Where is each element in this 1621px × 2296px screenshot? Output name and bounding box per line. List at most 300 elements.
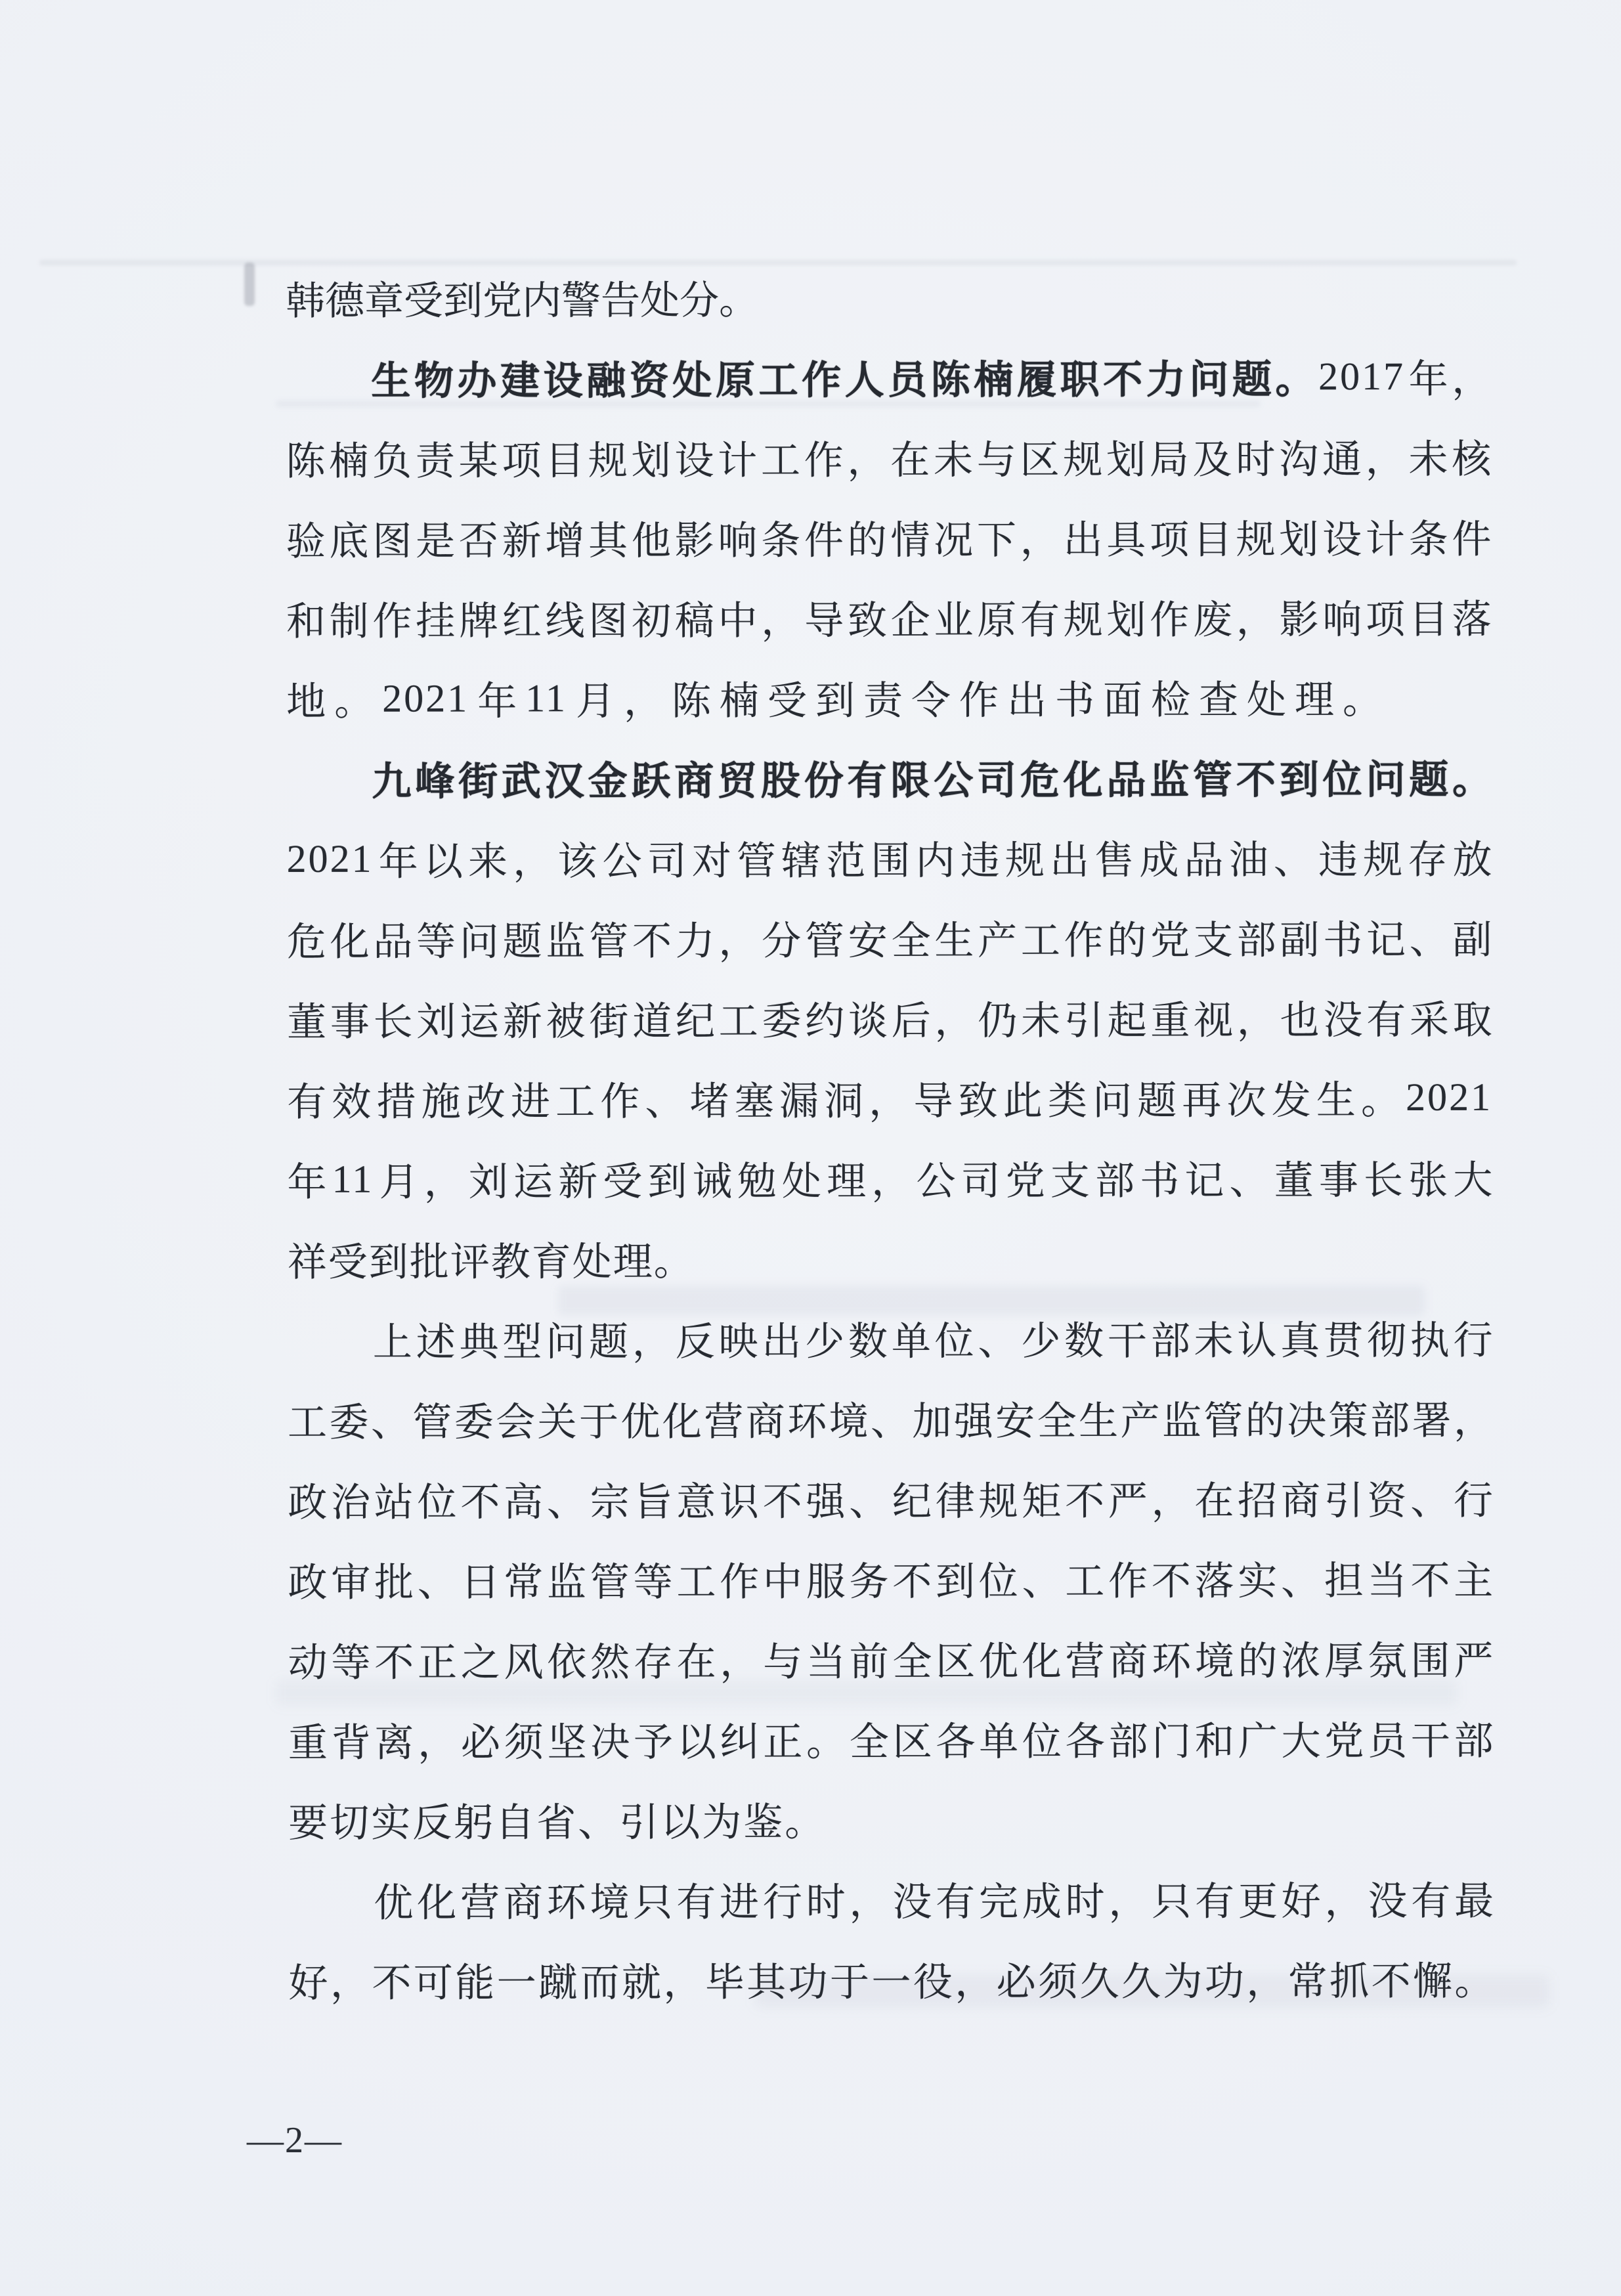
glyph: 行 <box>1453 1479 1494 1523</box>
glyph: 产 <box>978 919 1018 963</box>
glyph: 韩 <box>286 279 326 323</box>
glyph: 就 <box>621 1961 662 2005</box>
glyph: 董 <box>286 1000 327 1044</box>
glyph: 决 <box>590 1721 630 1765</box>
glyph: 导 <box>804 599 844 643</box>
text-line <box>288 1778 1494 1860</box>
glyph: 成 <box>1139 838 1179 882</box>
glyph: 资 <box>1367 1479 1407 1523</box>
glyph: 营 <box>1065 1639 1105 1683</box>
glyph: 高 <box>504 1481 544 1525</box>
glyph: 出 <box>1063 518 1103 562</box>
glyph: 切 <box>330 1801 370 1845</box>
glyph: 作 <box>1064 919 1104 963</box>
glyph: 管 <box>1203 1399 1243 1443</box>
glyph: 汉 <box>544 760 584 804</box>
glyph: 验 <box>286 519 326 563</box>
glyph: 响 <box>1322 598 1362 642</box>
glyph: 改 <box>465 1080 506 1124</box>
glyph: 危 <box>286 920 326 964</box>
glyph: 各 <box>936 1720 976 1764</box>
glyph: 规 <box>1363 838 1403 882</box>
glyph: 境 <box>1194 1639 1234 1683</box>
glyph: 管 <box>804 919 845 963</box>
text-line <box>286 496 1492 578</box>
glyph: 员 <box>888 358 928 402</box>
glyph: 2021 <box>286 836 374 880</box>
glyph: 、 <box>1281 1559 1321 1603</box>
glyph: 职 <box>1060 358 1100 402</box>
glyph: 图 <box>372 519 412 563</box>
glyph: 物 <box>414 359 454 403</box>
glyph: 党 <box>1324 1720 1364 1764</box>
glyph: 监 <box>546 920 586 964</box>
glyph: 核 <box>1452 437 1492 481</box>
glyph: 批 <box>409 1240 449 1284</box>
glyph: 道 <box>632 999 672 1044</box>
glyph: 有 <box>1411 1879 1451 1924</box>
glyph: ， <box>1236 999 1276 1043</box>
glyph: 有 <box>676 1880 716 1924</box>
glyph: 施 <box>421 1080 461 1124</box>
glyph: 目 <box>545 439 585 483</box>
glyph: 识 <box>719 1480 760 1524</box>
glyph: 事 <box>1318 1159 1358 1203</box>
glyph: 化 <box>330 920 370 964</box>
glyph: 检 <box>1150 678 1191 722</box>
glyph: 重 <box>1150 999 1190 1043</box>
glyph: 陈 <box>671 679 712 723</box>
glyph: 能 <box>455 1961 495 2005</box>
glyph: 。 <box>719 278 759 322</box>
glyph: 况 <box>934 519 974 563</box>
glyph: 管 <box>590 1561 630 1605</box>
glyph: 次 <box>1226 1079 1266 1123</box>
glyph: 离 <box>374 1721 414 1765</box>
glyph: 映 <box>718 1320 758 1364</box>
glyph: 关 <box>537 1400 577 1444</box>
glyph: 金 <box>588 760 628 804</box>
glyph: 招 <box>1238 1479 1278 1523</box>
glyph: 设 <box>1322 518 1362 562</box>
glyph: 出 <box>1006 678 1047 723</box>
glyph: 存 <box>633 1640 673 1685</box>
glyph: 一 <box>871 1960 911 2004</box>
glyph: 有 <box>847 759 887 803</box>
glyph: 陈 <box>930 358 970 402</box>
glyph: 增 <box>545 519 585 563</box>
glyph: ， <box>423 1160 464 1204</box>
glyph: 告 <box>601 279 641 323</box>
glyph: 街 <box>458 760 498 804</box>
glyph: 线 <box>545 599 585 643</box>
glyph: 规 <box>1063 598 1103 642</box>
glyph: 辖 <box>781 839 821 883</box>
glyph: 、 <box>849 1480 889 1524</box>
glyph: 内 <box>522 279 562 323</box>
glyph: 未 <box>1194 1319 1234 1363</box>
glyph: 反 <box>675 1320 715 1364</box>
text-line <box>288 1858 1494 1940</box>
glyph: 不 <box>892 1560 932 1604</box>
glyph: 漏 <box>779 1079 819 1123</box>
glyph: 类 <box>1047 1079 1087 1123</box>
glyph: 题 <box>1232 358 1272 402</box>
glyph: 洞 <box>824 1079 864 1123</box>
glyph: 堵 <box>689 1079 729 1123</box>
glyph: 浓 <box>1281 1639 1321 1683</box>
glyph: 红 <box>502 599 542 643</box>
glyph: 条 <box>761 519 801 563</box>
glyph: 生 <box>1316 1079 1356 1123</box>
glyph: 影 <box>1279 598 1319 642</box>
document-body <box>286 256 1494 2020</box>
glyph: 牌 <box>458 599 499 643</box>
glyph: 不 <box>372 1961 412 2005</box>
glyph: 油 <box>1228 838 1268 882</box>
text-line <box>286 576 1492 659</box>
glyph: 不 <box>1410 1559 1450 1603</box>
glyph: 祥 <box>287 1240 327 1284</box>
glyph: 记 <box>1184 1159 1224 1203</box>
glyph: 部 <box>1094 1159 1135 1203</box>
glyph: 可 <box>413 1961 453 2005</box>
glyph: 规 <box>978 1480 1018 1524</box>
text-line <box>288 1538 1493 1620</box>
glyph: 挂 <box>416 599 456 643</box>
glyph: 作 <box>804 439 844 483</box>
glyph: 处 <box>1246 678 1287 722</box>
glyph: 问 <box>546 1320 586 1364</box>
glyph: 长 <box>1363 1159 1404 1203</box>
glyph: 股 <box>760 759 800 803</box>
glyph: 书 <box>1140 1159 1180 1203</box>
glyph: 广 <box>1238 1720 1278 1764</box>
glyph: 措 <box>376 1080 416 1124</box>
glyph: 分 <box>680 278 720 322</box>
glyph: 全 <box>892 1640 932 1684</box>
glyph: 没 <box>1368 1880 1408 1924</box>
text-line <box>288 1217 1493 1299</box>
glyph: 成 <box>1022 1880 1062 1924</box>
glyph: 商 <box>1280 1479 1320 1523</box>
glyph: 省 <box>536 1801 576 1845</box>
glyph: 此 <box>1003 1079 1043 1123</box>
glyph: 管 <box>736 839 777 883</box>
glyph: 中 <box>762 1560 803 1604</box>
glyph: 和 <box>286 599 326 643</box>
glyph: 楠 <box>974 358 1014 402</box>
glyph: 真 <box>1280 1319 1320 1363</box>
glyph: 时 <box>1065 1880 1105 1924</box>
glyph: 工 <box>760 439 801 483</box>
glyph: 谈 <box>848 999 888 1043</box>
glyph: 等 <box>416 920 456 964</box>
glyph: 未 <box>1020 999 1061 1043</box>
glyph: 优 <box>374 1881 414 1925</box>
glyph: 峰 <box>415 760 455 804</box>
glyph: 员 <box>1368 1720 1408 1764</box>
glyph: 懈 <box>1412 1959 1453 2004</box>
glyph: 躬 <box>454 1801 494 1845</box>
glyph: 正 <box>763 1720 803 1764</box>
glyph: 务 <box>849 1560 889 1604</box>
glyph: 署 <box>1412 1398 1452 1443</box>
glyph: 坚 <box>547 1721 587 1765</box>
glyph: 规 <box>1063 438 1103 482</box>
glyph: 原 <box>977 599 1017 643</box>
glyph: 位 <box>1022 1720 1062 1764</box>
glyph: 董 <box>1274 1159 1314 1203</box>
glyph: 公 <box>916 1159 956 1203</box>
glyph: 全 <box>1037 1399 1077 1444</box>
glyph: 管 <box>412 1400 452 1444</box>
glyph: 11 <box>332 1157 374 1201</box>
glyph: 境 <box>829 1400 869 1444</box>
glyph: 视 <box>1194 999 1234 1043</box>
glyph: ， <box>934 999 974 1043</box>
glyph: 行 <box>762 1880 802 1924</box>
glyph: 作 <box>372 599 412 643</box>
glyph: 须 <box>1038 1960 1078 2004</box>
glyph: 行 <box>1453 1318 1493 1362</box>
glyph: 优 <box>978 1640 1019 1684</box>
glyph: 全 <box>849 1720 889 1764</box>
glyph: 发 <box>1271 1079 1311 1123</box>
glyph: 工 <box>555 1080 595 1124</box>
glyph: 司 <box>961 1159 1001 1203</box>
glyph: 产 <box>1120 1399 1160 1443</box>
glyph: 等 <box>331 1641 371 1685</box>
glyph: 处 <box>572 1240 612 1284</box>
glyph: 重 <box>288 1721 328 1765</box>
glyph: 生 <box>1079 1399 1119 1443</box>
glyph: 份 <box>804 759 844 803</box>
glyph: 须 <box>504 1721 544 1765</box>
glyph: 到 <box>815 679 855 723</box>
glyph: 进 <box>510 1080 551 1124</box>
glyph: 新 <box>558 1160 598 1204</box>
glyph: 条 <box>1408 517 1448 562</box>
glyph: 风 <box>504 1641 544 1685</box>
glyph: 题 <box>588 1320 629 1364</box>
glyph: 依 <box>547 1641 587 1685</box>
glyph: 刘 <box>416 1000 456 1044</box>
glyph: 于 <box>578 1400 619 1444</box>
glyph: 监 <box>1161 1399 1202 1443</box>
glyph: 面 <box>1102 678 1143 722</box>
text-line <box>288 1458 1493 1540</box>
glyph: 治 <box>331 1481 371 1525</box>
glyph: ， <box>847 439 887 483</box>
glyph: 律 <box>935 1480 975 1524</box>
glyph: 执 <box>1410 1318 1450 1363</box>
glyph: 优 <box>620 1400 660 1444</box>
glyph: ， <box>1246 1960 1286 2004</box>
glyph: 未 <box>1408 437 1448 482</box>
glyph: 部 <box>1150 1319 1190 1363</box>
glyph: 划 <box>631 439 671 483</box>
glyph: 位 <box>1322 758 1362 802</box>
glyph: 与 <box>763 1640 803 1684</box>
glyph: ， <box>955 1960 995 2004</box>
glyph: 融 <box>586 359 626 403</box>
glyph: 不 <box>1236 758 1276 802</box>
glyph: 副 <box>1452 918 1492 962</box>
glyph: 目 <box>1408 597 1448 642</box>
glyph: 、 <box>417 1561 457 1605</box>
glyph: 功 <box>788 1960 828 2004</box>
glyph: 大 <box>1281 1720 1321 1764</box>
glyph: 处 <box>640 278 680 323</box>
glyph: 年 <box>378 840 418 884</box>
glyph: 严 <box>1454 1639 1494 1683</box>
glyph: 、 <box>546 1481 586 1525</box>
glyph: 当 <box>806 1640 846 1684</box>
text-line <box>287 1057 1492 1139</box>
glyph: 好 <box>288 1961 328 2005</box>
glyph: 到 <box>935 1560 976 1604</box>
glyph: 工 <box>758 358 798 402</box>
glyph: 导 <box>913 1079 953 1123</box>
glyph: 后 <box>891 999 931 1043</box>
glyph: 件 <box>1452 517 1492 561</box>
glyph: ， <box>1020 518 1060 563</box>
glyph: 项 <box>1366 598 1406 642</box>
glyph: 教 <box>490 1240 530 1284</box>
glyph: 责 <box>415 439 455 483</box>
glyph: 作 <box>1150 598 1190 642</box>
glyph: 决 <box>1287 1399 1327 1443</box>
glyph: 引 <box>1064 999 1104 1043</box>
glyph: 品 <box>373 920 413 964</box>
glyph: 工 <box>1065 1559 1105 1603</box>
glyph: 分 <box>762 919 802 963</box>
glyph: 存 <box>1408 838 1448 882</box>
glyph: 稿 <box>674 599 714 643</box>
page-number: —2— <box>247 2120 343 2161</box>
glyph: 在 <box>1194 1479 1234 1523</box>
glyph: 中 <box>718 599 758 643</box>
glyph: 环 <box>787 1400 827 1444</box>
glyph: ， <box>330 1961 370 2005</box>
glyph: 与 <box>976 439 1016 483</box>
glyph: 好 <box>1281 1880 1321 1924</box>
glyph: 时 <box>1236 438 1276 482</box>
glyph: 局 <box>1149 438 1189 482</box>
glyph: 、 <box>1273 838 1313 882</box>
glyph: 张 <box>1408 1158 1448 1203</box>
glyph: 支 <box>1050 1159 1090 1203</box>
glyph: 位 <box>934 1320 974 1364</box>
glyph: 通 <box>1322 438 1362 482</box>
glyph: 处 <box>672 358 712 402</box>
glyph: 数 <box>1064 1319 1104 1363</box>
glyph: 部 <box>1370 1399 1410 1443</box>
glyph: 放 <box>1452 838 1492 882</box>
glyph: 他 <box>631 519 671 563</box>
glyph: 划 <box>1279 518 1319 562</box>
glyph: 少 <box>1021 1319 1061 1364</box>
glyph: 鉴 <box>743 1800 783 1844</box>
glyph: 强 <box>953 1400 993 1444</box>
glyph: 、 <box>370 1400 410 1444</box>
glyph: 来 <box>468 840 508 884</box>
glyph: 要 <box>288 1801 328 1845</box>
glyph: 育 <box>531 1240 571 1284</box>
glyph: 区 <box>892 1720 932 1764</box>
glyph: 被 <box>546 1000 586 1044</box>
glyph: 正 <box>417 1641 458 1685</box>
glyph: 常 <box>1287 1960 1328 2004</box>
glyph: 门 <box>1152 1720 1192 1764</box>
glyph: 加 <box>912 1400 952 1444</box>
glyph: 规 <box>588 439 628 483</box>
glyph: 理 <box>613 1240 653 1284</box>
glyph: 于 <box>830 1960 870 2004</box>
glyph: 。 <box>653 1240 693 1284</box>
glyph: 2021 <box>1406 1075 1493 1119</box>
glyph: 不 <box>762 1480 802 1524</box>
glyph: 和 <box>1194 1720 1235 1764</box>
glyph: ， <box>418 1721 458 1765</box>
glyph: 环 <box>1151 1639 1192 1683</box>
glyph: 到 <box>443 279 483 323</box>
glyph: 宗 <box>590 1481 630 1525</box>
glyph: 为 <box>702 1800 742 1844</box>
glyph: 干 <box>1410 1719 1450 1764</box>
text-line <box>286 737 1492 819</box>
glyph: 否 <box>458 519 498 563</box>
glyph: 作 <box>720 1560 760 1604</box>
glyph: 强 <box>806 1480 846 1524</box>
glyph: 记 <box>1366 919 1406 963</box>
glyph: 题 <box>1409 758 1449 802</box>
glyph: 计 <box>718 439 758 483</box>
glyph: 落 <box>1452 597 1492 641</box>
glyph: 纪 <box>892 1480 932 1524</box>
glyph: 引 <box>619 1801 659 1845</box>
text-line <box>286 817 1492 899</box>
glyph: 少 <box>805 1320 845 1364</box>
glyph: 责 <box>863 679 903 723</box>
glyph: 在 <box>676 1640 716 1684</box>
glyph: 会 <box>496 1400 536 1444</box>
glyph: 型 <box>502 1320 542 1364</box>
glyph: 年 <box>1408 357 1448 402</box>
text-line <box>286 336 1491 418</box>
glyph: 书 <box>1054 678 1095 722</box>
glyph: 上 <box>372 1320 412 1364</box>
glyph: 围 <box>1410 1639 1450 1683</box>
glyph: 楠 <box>329 439 369 483</box>
glyph: 。 <box>1454 1959 1494 2003</box>
glyph: 监 <box>1150 758 1190 802</box>
glyph: 以 <box>676 1720 716 1764</box>
glyph: 安 <box>848 919 888 963</box>
glyph: 营 <box>460 1881 500 1925</box>
glyph: 11 <box>525 676 568 720</box>
glyph: 营 <box>704 1400 744 1444</box>
glyph: ， <box>1452 357 1492 401</box>
glyph: ， <box>718 919 758 963</box>
glyph: 运 <box>513 1160 553 1204</box>
glyph: 必 <box>996 1960 1036 2004</box>
glyph: 九 <box>372 760 412 804</box>
glyph: 环 <box>546 1881 586 1925</box>
glyph: 目 <box>1192 518 1232 562</box>
glyph: 意 <box>676 1480 716 1524</box>
